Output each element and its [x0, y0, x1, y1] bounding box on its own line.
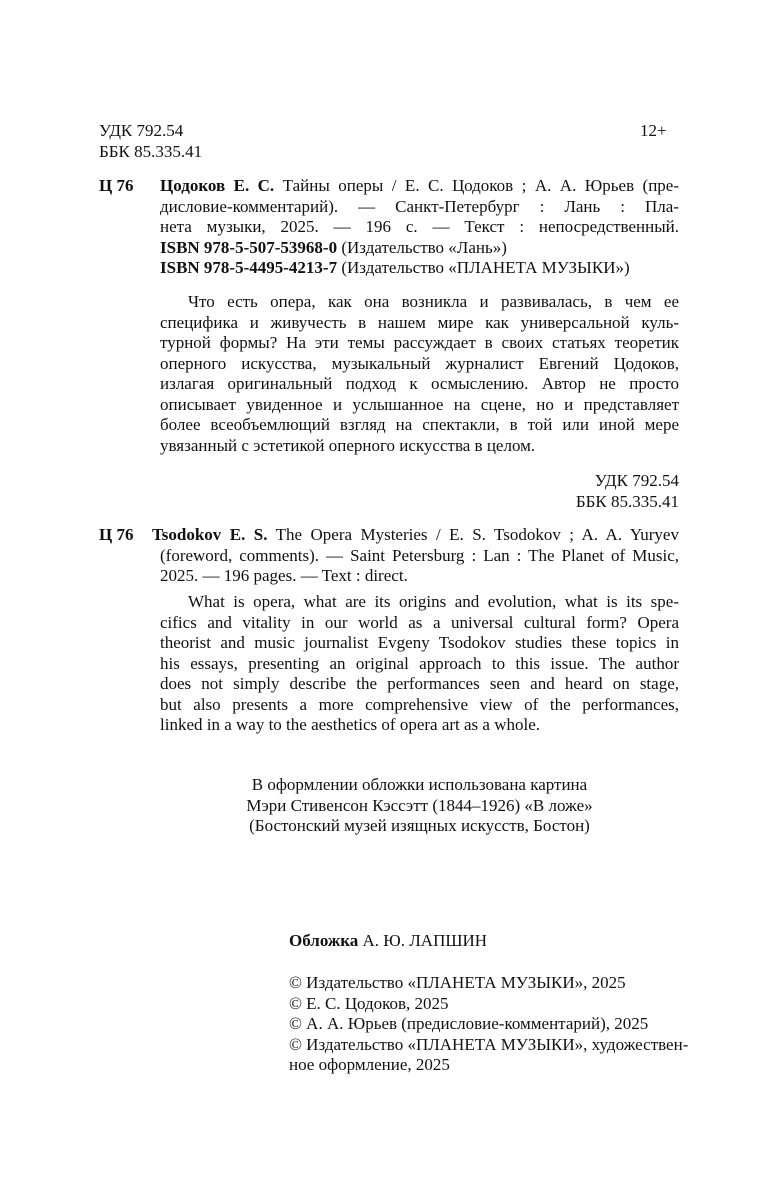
ru-annotation-line: увязанный с эстетикой оперного искусства в целом.	[160, 435, 536, 455]
cover-note-line: Мэри Стивенсон Кэссэтт (1844–1926) «В ложе»	[246, 795, 593, 815]
header-classification	[99, 121, 202, 162]
ru-annotation-line: специфика и живучесть в нашем мире как универсальной куль-	[160, 312, 679, 332]
en-entry-code: Ц 76	[99, 525, 134, 544]
copyright-line: © Издательство «ПЛАНЕТА МУЗЫКИ», 2025	[289, 973, 626, 992]
ru-bibliographic-entry	[160, 176, 679, 279]
en-annotation-line: linked in a way to the aesthetics of opera art as a whole.	[160, 715, 541, 734]
cover-credit-name: А. Ю. ЛАПШИН	[362, 931, 488, 950]
en-annotation-line: his essays, presenting an original approach to this issue. The author	[160, 653, 679, 673]
copyright-block	[289, 973, 689, 1076]
en-annotation-line: does not simply describe the performances seen and heard on stage,	[160, 674, 679, 693]
en-annotation-line: but also presents a more comprehensive view of the performances,	[160, 694, 679, 714]
cover-note-line: (Бостонский музей изящных искусств, Бостон)	[249, 816, 590, 835]
ru-entry-line-2: дисловие-комментарий). — Санкт-Петербург : Лань : Пла-	[160, 196, 679, 216]
ru-isbn-1: ISBN 978-5-507-53968-0 (Издательство «Лань»)	[160, 237, 507, 257]
header-bbk: ББК 85.335.41	[99, 141, 203, 161]
ru-isbn-2: ISBN 978-5-4495-4213-7 (Издательство «ПЛАНЕТА МУЗЫКИ»)	[160, 258, 630, 277]
en-annotation-line: What is opera, what are its origins and evolution, what is its spe-	[188, 592, 679, 611]
ru-classification	[480, 471, 679, 512]
cover-note	[160, 775, 679, 837]
ru-title: Тайны оперы / Е. С. Цодоков ; А. А. Юрьев (пре-	[282, 176, 680, 195]
en-bibliographic-entry	[99, 525, 679, 587]
ru-entry-code: Ц 76	[99, 176, 134, 195]
ru-entry-line-3: нета музыки, 2025. — 196 с. — Текст : непосредственный.	[160, 217, 679, 236]
header-udk: УДК 792.54	[99, 121, 184, 140]
ru-annotation-line: более всеобъемлющий взгляд на спектакли, в той или иной мере	[160, 415, 679, 434]
en-annotation-line: theorist and music journalist Evgeny Tsodokov studies these topics in	[160, 633, 679, 652]
ru-entry-line-1	[160, 176, 679, 197]
ru-udk: УДК 792.54	[594, 471, 679, 490]
cover-note-line: В оформлении обложки использована картина	[251, 775, 588, 794]
copyright-line: © Издательство «ПЛАНЕТА МУЗЫКИ», художествен-	[289, 1034, 689, 1054]
ru-annotation-line: турной формы? На эти темы рассуждает в своих статьях теоретик	[160, 333, 679, 352]
ru-author: Цодоков Е. С.	[160, 176, 275, 195]
ru-annotation-line: Что есть опера, как она возникла и развивалась, в чем ее	[188, 292, 679, 311]
ru-annotation-line: излагая оригинальный подход к осмыслению. Автор не просто	[160, 374, 679, 393]
en-title: The Opera Mysteries / E. S. Tsodokov ; A. A. Yuryev	[275, 525, 679, 544]
copyright-line: © Е. С. Цодоков, 2025	[289, 993, 449, 1013]
en-annotation-line: cifics and vitality in our world as a universal cultural form? Opera	[160, 612, 679, 632]
ru-annotation-line: оперного искусства, музыкальный журналист Евгений Цодоков,	[160, 353, 679, 373]
ru-annotation-line: описывает увиденное и услышанное на сцене, но и представляет	[160, 394, 679, 414]
ru-bbk: ББК 85.335.41	[575, 491, 679, 511]
copyright-line: ное оформление, 2025	[289, 1055, 450, 1074]
copyright-line: © А. А. Юрьев (предисловие-комментарий), 2025	[289, 1014, 649, 1033]
cover-credit-label: Обложка	[289, 931, 359, 950]
en-entry-line-2: (foreword, comments). — Saint Petersburg : Lan : The Planet of Music,	[160, 545, 679, 565]
ru-annotation	[160, 292, 679, 456]
en-author: Tsodokov E. S.	[152, 525, 268, 544]
en-entry-line-3: 2025. — 196 pages. — Text : direct.	[160, 566, 408, 585]
en-annotation	[160, 592, 679, 736]
en-entry-line-1	[99, 525, 679, 546]
age-rating: 12+	[640, 121, 667, 140]
cover-credit	[289, 931, 487, 952]
